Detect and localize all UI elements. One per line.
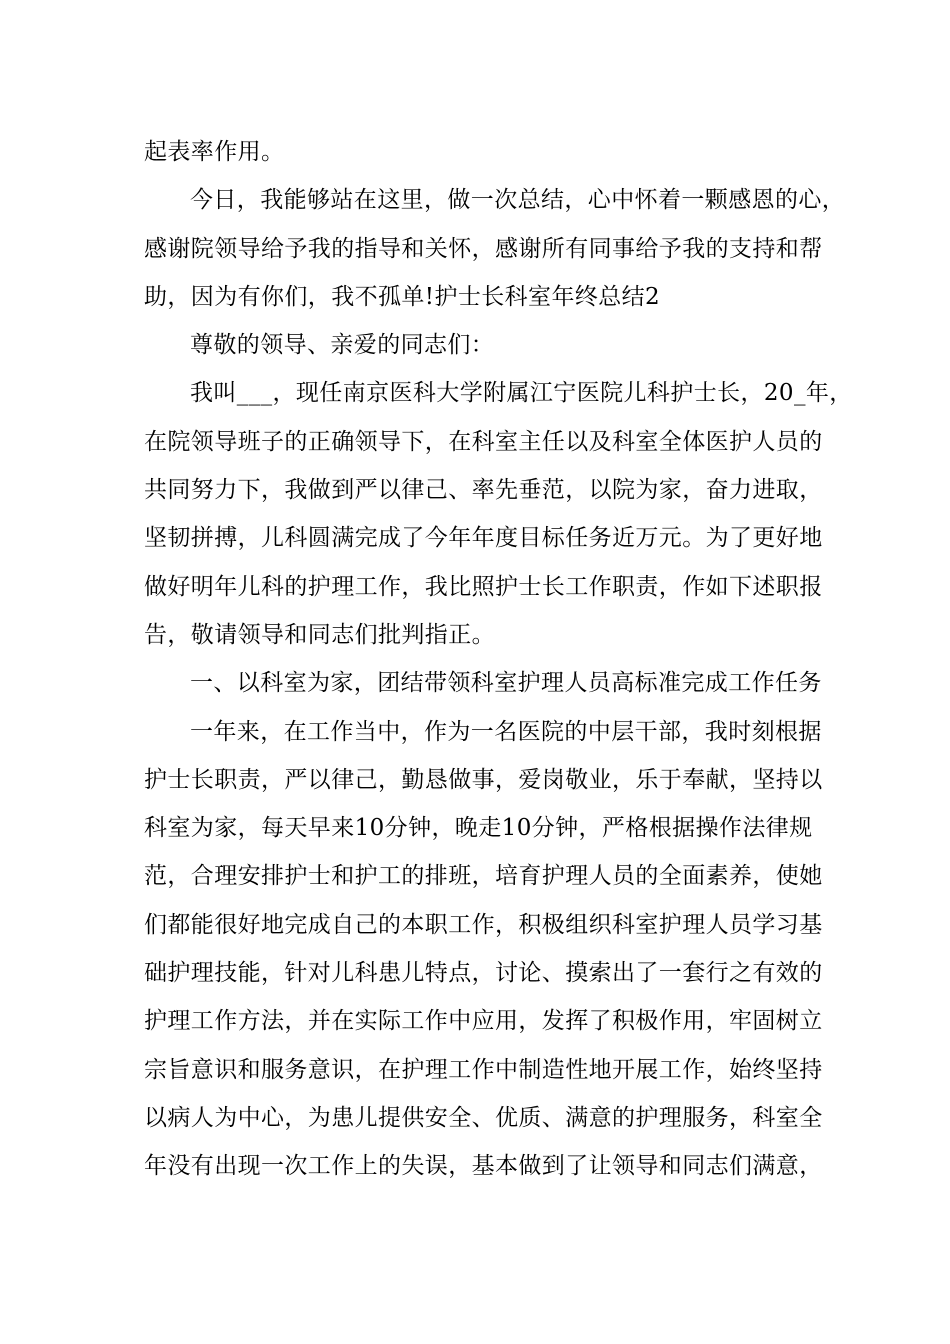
text-line-14: 护士长职责，严以律己，勤恳做事，爱岗敬业，乐于奉献，坚持以 [144,766,823,793]
text-line-20: 宗旨意识和服务意识，在护理工作中制造性地开展工作，始终坚持 [144,1056,823,1083]
text-line-4: 助，因为有你们，我不孤单!护士长科室年终总结2 [144,283,661,310]
text-line-2: 今日，我能够站在这里，做一次总结，心中怀着一颗感恩的心， [190,187,846,214]
section-heading-line: 一、以科室为家，团结带领科室护理人员高标准完成工作任务 [190,670,822,697]
text-line-16: 范，合理安排护士和护工的排班，培育护理人员的全面素养，使她 [144,863,823,890]
text-line-15: 科室为家，每天早来10分钟，晚走10分钟，严格根据操作法律规 [144,815,813,842]
text-line-21: 以病人为中心，为患儿提供安全、优质、满意的护理服务，科室全 [144,1104,823,1131]
text-line-22: 年没有出现一次工作上的失误，基本做到了让领导和同志们满意， [144,1153,823,1180]
text-line-6: 我叫___，现任南京医科大学附属江宁医院儿科护士长，20_年， [190,380,853,407]
text-line-18: 础护理技能，针对儿科患儿特点，讨论、摸索出了一套行之有效的 [144,960,823,987]
text-line-10: 做好明年儿科的护理工作，我比照护士长工作职责，作如下述职报 [144,573,823,600]
text-line-8: 共同努力下，我做到严以律己、率先垂范，以院为家，奋力进取， [144,477,823,504]
salutation-line: 尊敬的领导、亲爱的同志们： [190,332,495,359]
text-line-19: 护理工作方法，并在实际工作中应用，发挥了积极作用，牢固树立 [144,1008,823,1035]
text-line-13: 一年来，在工作当中，作为一名医院的中层干部，我时刻根据 [190,718,822,745]
document-page [144,128,853,1191]
text-line-7: 在院领导班子的正确领导下，在科室主任以及科室全体医护人员的 [144,428,823,455]
text-line-3: 感谢院领导给予我的指导和关怀，感谢所有同事给予我的支持和帮 [144,235,823,262]
text-line-1: 起表率作用。 [144,139,285,165]
text-line-9: 坚韧拼搏，儿科圆满完成了今年年度目标任务近万元。为了更好地 [144,525,823,552]
text-line-11: 告，敬请领导和同志们批判指正。 [144,621,495,648]
text-line-17: 们都能很好地完成自己的本职工作，积极组织科室护理人员学习基 [144,911,823,938]
